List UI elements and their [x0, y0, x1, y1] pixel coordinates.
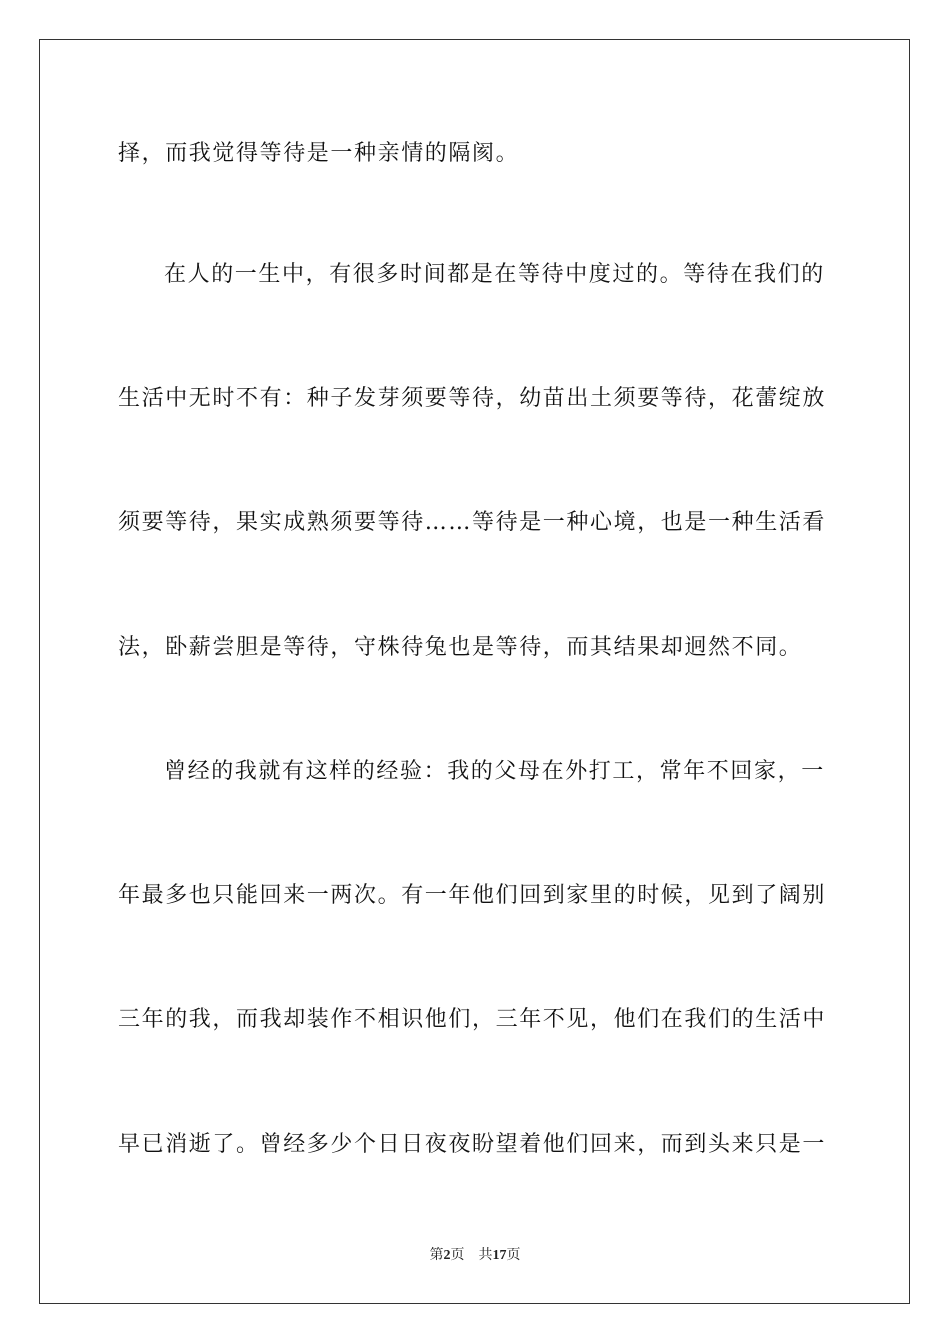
text-line-3: 生活中无时不有：种子发芽须要等待，幼苗出土须要等待，花蕾绽放: [118, 386, 827, 411]
text-line-4: 须要等待，果实成熟须要等待……等待是一种心境，也是一种生活看: [118, 510, 827, 535]
text-line-1: 择，而我觉得等待是一种亲情的隔阂。: [118, 141, 520, 166]
total-pages: 17: [492, 1248, 507, 1263]
page-number: 2: [443, 1248, 451, 1263]
text-line-2: 在人的一生中，有很多时间都是在等待中度过的。等待在我们的: [164, 262, 825, 287]
text-line-7: 年最多也只能回来一两次。有一年他们回到家里的时候，见到了阔别: [118, 883, 827, 908]
page-border: [39, 39, 910, 1304]
total-suffix: 页: [506, 1248, 521, 1263]
text-line-6: 曾经的我就有这样的经验：我的父母在外打工，常年不回家，一: [164, 759, 825, 784]
text-line-9: 早已消逝了。曾经多少个日日夜夜盼望着他们回来，而到头来只是一: [118, 1132, 827, 1157]
text-line-8: 三年的我，而我却装作不相识他们，三年不见，他们在我们的生活中: [118, 1007, 827, 1032]
page-footer: [0, 1247, 950, 1265]
page-prefix: 第: [429, 1248, 444, 1263]
page-suffix: 页: [450, 1248, 465, 1263]
total-prefix: 共: [478, 1248, 493, 1263]
text-line-5: 法，卧薪尝胆是等待，守株待兔也是等待，而其结果却迥然不同。: [118, 635, 803, 660]
